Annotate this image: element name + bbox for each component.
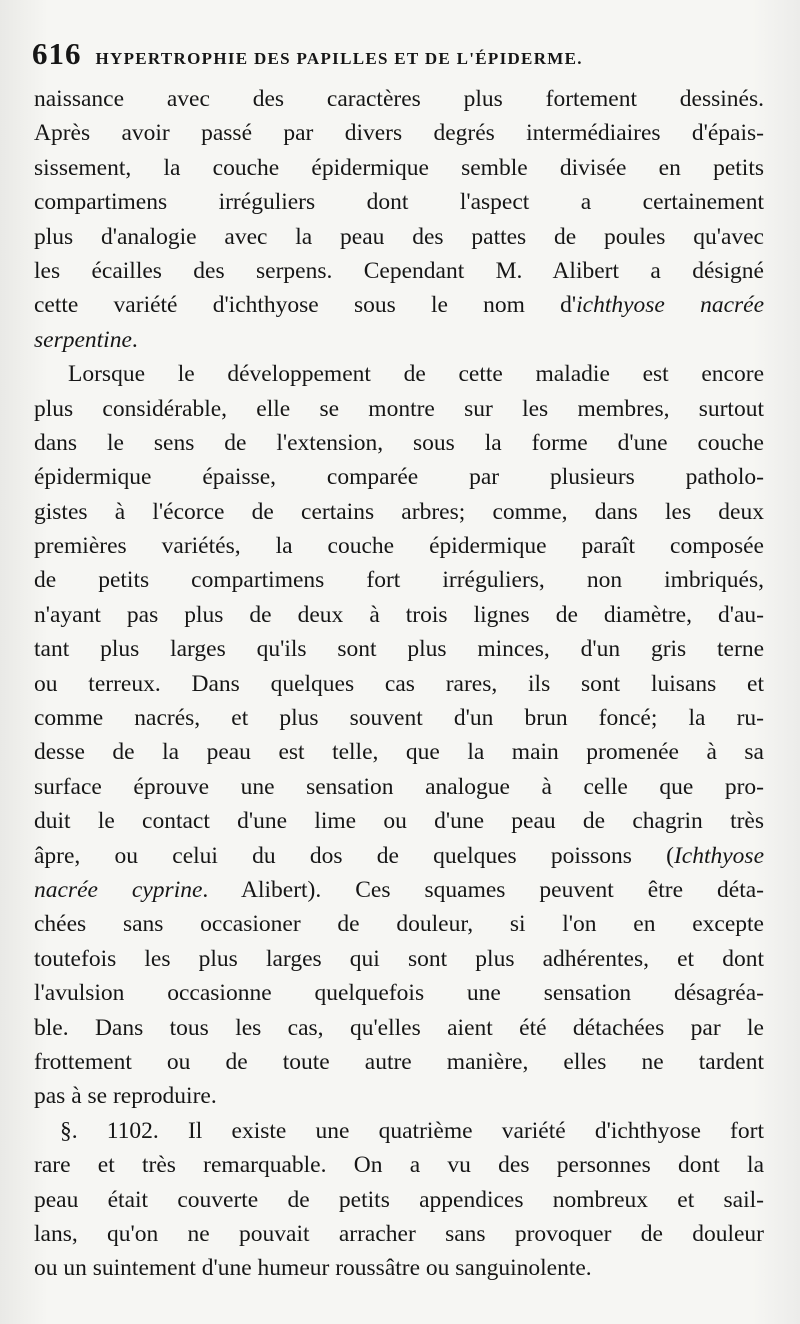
text-line-content: ble. Dans tous les cas, qu'elles aient été détachées par le	[34, 1014, 764, 1041]
text-line-content: de petits compartimens fort irréguliers, non imbriqués,	[34, 567, 764, 594]
text-line	[34, 1079, 764, 1113]
text-line	[34, 1251, 764, 1285]
page-header	[32, 36, 768, 84]
text-line-content: dans le sens de l'extension, sous la forme d'une couche	[34, 429, 764, 456]
text-line-continuation: .	[131, 326, 138, 353]
italic-term: nacrée cyprine	[34, 876, 203, 903]
text-line	[34, 667, 764, 701]
text-line	[34, 701, 764, 735]
text-line	[34, 116, 764, 150]
text-line-content: premières variétés, la couche épidermique paraît composée	[34, 533, 764, 560]
italic-term: serpentine	[34, 326, 132, 353]
text-line-content: cette variété d'ichthyose sous le nom d'	[34, 292, 577, 319]
text-line-content: desse de la peau est telle, que la main promenée à sa	[34, 739, 764, 766]
text-line	[34, 976, 764, 1010]
body-text	[34, 82, 764, 1286]
text-line-content: rare et très remarquable. On a vu des personnes dont la	[34, 1152, 764, 1179]
text-line	[34, 529, 764, 563]
text-line-continuation: . Alibert). Ces squames peuvent être déta-	[202, 876, 764, 903]
text-line	[34, 1045, 764, 1079]
text-line	[34, 220, 764, 254]
text-line	[34, 735, 764, 769]
text-line-content: chées sans occasioner de douleur, si l'on en excepte	[34, 911, 764, 938]
text-line	[34, 598, 764, 632]
text-line	[34, 839, 764, 873]
text-line-content: ou un suintement d'une humeur roussâtre ou sanguinolente.	[34, 1255, 592, 1282]
text-line-content: Après avoir passé par divers degrés intermédiaires d'épais-	[34, 120, 764, 147]
text-line-content: ou terreux. Dans quelques cas rares, ils sont luisans et	[34, 670, 764, 697]
text-line-content: les écailles des serpens. Cependant M. Alibert a désigné	[34, 257, 764, 284]
text-line	[34, 1217, 764, 1251]
text-line-content: épidermique épaisse, comparée par plusieurs patholo-	[34, 464, 764, 491]
text-line	[34, 1011, 764, 1045]
italic-term: ichthyose nacrée	[576, 292, 765, 319]
text-line-content: plus considérable, elle se montre sur les membres, surtout	[34, 395, 764, 422]
text-line	[34, 632, 764, 666]
text-line-content: duit le contact d'une lime ou d'une peau de chagrin très	[34, 808, 764, 835]
text-line	[34, 288, 764, 322]
text-line-content: n'ayant pas plus de deux à trois lignes de diamètre, d'au-	[34, 601, 764, 628]
text-line	[34, 563, 764, 597]
text-line-content: naissance avec des caractères plus fortement dessinés.	[34, 86, 764, 112]
text-line-content: comme nacrés, et plus souvent d'un brun foncé; la ru-	[34, 705, 764, 732]
text-line	[34, 357, 764, 391]
text-line-content: frottement ou de toute autre manière, elles ne tardent	[34, 1048, 764, 1075]
text-line-content: peau était couverte de petits appendices nombreux et sail-	[34, 1186, 764, 1213]
text-line	[34, 942, 764, 976]
text-line-content: sissement, la couche épidermique semble divisée en petits	[34, 154, 764, 181]
text-line	[34, 426, 764, 460]
text-line-content: l'avulsion occasionne quelquefois une sensation désagréa-	[34, 980, 764, 1007]
italic-term: Ichthyose	[673, 842, 764, 869]
text-line-content: pas à se reproduire.	[34, 1083, 217, 1110]
text-line-content: tant plus larges qu'ils sont plus minces, d'un gris terne	[34, 636, 764, 663]
text-line-content: surface éprouve une sensation analogue à celle que pro-	[34, 773, 764, 800]
text-line	[34, 495, 764, 529]
text-line	[34, 1183, 764, 1217]
text-line	[34, 185, 764, 219]
text-line-content: compartimens irréguliers dont l'aspect a certainement	[34, 189, 764, 216]
text-line-content: gistes à l'écorce de certains arbres; comme, dans les deux	[34, 498, 764, 525]
text-line	[34, 804, 764, 838]
text-line-content: toutefois les plus larges qui sont plus adhérentes, et dont	[34, 945, 764, 972]
page-number: 616	[32, 36, 82, 71]
text-line-content: lans, qu'on ne pouvait arracher sans provoquer de douleur	[34, 1220, 764, 1247]
text-line	[34, 254, 764, 288]
text-line	[34, 392, 764, 426]
text-line-content: §. 1102. Il existe une quatrième variété d'ichthyose fort	[60, 1117, 764, 1144]
text-line	[34, 460, 764, 494]
text-line	[34, 873, 764, 907]
text-line	[34, 907, 764, 941]
text-line	[34, 1148, 764, 1182]
text-line	[34, 82, 764, 116]
text-line-content: Lorsque le développement de cette maladie est encore	[68, 361, 764, 388]
running-head: HYPERTROPHIE DES PAPILLES ET DE L'ÉPIDERME.	[95, 49, 583, 68]
text-line-content: plus d'analogie avec la peau des pattes de poules qu'avec	[34, 223, 764, 250]
text-line	[34, 151, 764, 185]
text-line	[34, 323, 764, 357]
text-line	[34, 1114, 764, 1148]
text-line	[34, 770, 764, 804]
text-line-content: âpre, ou celui du dos de quelques poissons (	[34, 842, 674, 869]
